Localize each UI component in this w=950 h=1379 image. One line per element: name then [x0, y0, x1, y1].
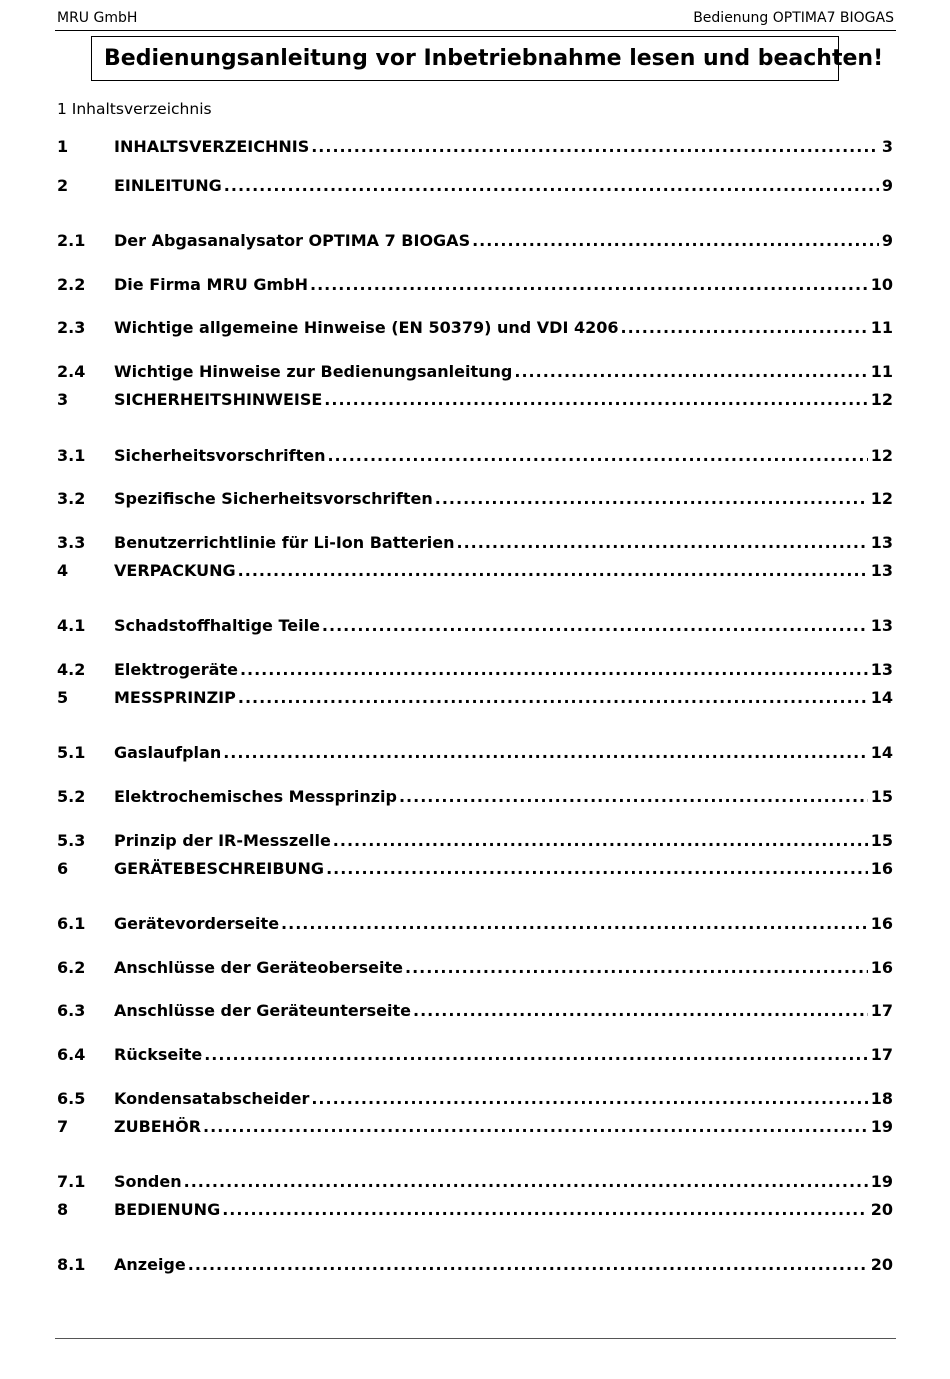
- toc-number: 7.1: [57, 1172, 86, 1191]
- toc-number: 1: [57, 137, 69, 156]
- toc-entry[interactable]: [57, 914, 893, 936]
- toc-page-number: 16: [870, 859, 893, 878]
- toc-title: Gerätevorderseite: [114, 914, 280, 933]
- toc-leader-dots: [204, 1045, 868, 1064]
- toc-leader-dots: [224, 176, 879, 195]
- toc-leader-dots: [223, 743, 868, 762]
- toc-title: Gaslaufplan: [114, 743, 222, 762]
- toc-page-number: 3: [881, 137, 893, 156]
- toc-entry[interactable]: [57, 362, 893, 384]
- toc-number: 6.1: [57, 914, 86, 933]
- toc-page-number: 19: [870, 1117, 893, 1136]
- toc-leader-dots: [281, 914, 868, 933]
- toc-leader-dots: [240, 660, 868, 679]
- toc-leader-dots: [326, 859, 868, 878]
- toc-entry[interactable]: [57, 390, 893, 412]
- toc-entry[interactable]: [57, 831, 893, 853]
- toc-number: 2: [57, 176, 69, 195]
- toc-leader-dots: [327, 446, 867, 465]
- toc-number: 2.1: [57, 231, 86, 250]
- toc-page-number: 14: [870, 688, 893, 707]
- toc-number: 2.4: [57, 362, 86, 381]
- toc-page-number: 10: [870, 275, 893, 294]
- header-document-title: Bedienung OPTIMA7 BIOGAS: [693, 10, 894, 26]
- toc-entry[interactable]: [57, 446, 893, 468]
- toc-leader-dots: [457, 533, 868, 552]
- toc-entry[interactable]: [57, 787, 893, 809]
- toc-title: GERÄTEBESCHREIBUNG: [114, 859, 325, 878]
- toc-number: 7: [57, 1117, 69, 1136]
- toc-number: 6.5: [57, 1089, 86, 1108]
- toc-title: BEDIENUNG: [114, 1200, 221, 1219]
- toc-title: VERPACKUNG: [114, 561, 236, 580]
- footer-rule: [55, 1338, 896, 1339]
- toc-page-number: 12: [870, 390, 893, 409]
- toc-entry[interactable]: [57, 1045, 893, 1067]
- toc-leader-dots: [311, 1089, 867, 1108]
- page-header: [55, 8, 896, 31]
- toc-page-number: 19: [870, 1172, 893, 1191]
- header-company: MRU GmbH: [57, 10, 138, 26]
- toc-entry[interactable]: [57, 1200, 893, 1222]
- toc-title: Spezifische Sicherheitsvorschriften: [114, 489, 433, 508]
- toc-title: Prinzip der IR-Messzelle: [114, 831, 331, 850]
- toc-leader-dots: [310, 275, 868, 294]
- toc-leader-dots: [413, 1001, 868, 1020]
- toc-page-number: 13: [870, 561, 893, 580]
- toc-number: 4.2: [57, 660, 86, 679]
- toc-entry[interactable]: [57, 275, 893, 297]
- toc-entry[interactable]: [57, 1255, 893, 1277]
- toc-number: 8: [57, 1200, 69, 1219]
- toc-title: Der Abgasanalysator OPTIMA 7 BIOGAS: [114, 231, 471, 250]
- toc-leader-dots: [435, 489, 868, 508]
- toc-page-number: 16: [870, 914, 893, 933]
- toc-title: ZUBEHÖR: [114, 1117, 202, 1136]
- toc-entry[interactable]: [57, 231, 893, 253]
- toc-page-number: 11: [870, 318, 893, 337]
- toc-number: 6: [57, 859, 69, 878]
- toc-number: 6.3: [57, 1001, 86, 1020]
- toc-page-number: 9: [881, 176, 893, 195]
- toc-leader-dots: [472, 231, 879, 250]
- toc-number: 6.4: [57, 1045, 86, 1064]
- toc-page-number: 13: [870, 660, 893, 679]
- toc-number: 3.2: [57, 489, 86, 508]
- toc-number: 4: [57, 561, 69, 580]
- toc-title: SICHERHEITSHINWEISE: [114, 390, 323, 409]
- toc-page-number: 17: [870, 1001, 893, 1020]
- toc-entry[interactable]: [57, 859, 893, 881]
- toc-leader-dots: [188, 1255, 868, 1274]
- toc-entry[interactable]: [57, 1089, 893, 1111]
- toc-leader-dots: [405, 958, 868, 977]
- toc-title: Sicherheitsvorschriften: [114, 446, 326, 465]
- toc-entry[interactable]: [57, 743, 893, 765]
- toc-number: 3.1: [57, 446, 86, 465]
- toc-page-number: 9: [881, 231, 893, 250]
- toc-number: 5.1: [57, 743, 86, 762]
- toc-title: MESSPRINZIP: [114, 688, 236, 707]
- toc-page-number: 20: [870, 1255, 893, 1274]
- toc-page-number: 18: [870, 1089, 893, 1108]
- toc-title: Sonden: [114, 1172, 182, 1191]
- toc-entry[interactable]: [57, 660, 893, 682]
- toc-entry[interactable]: [57, 489, 893, 511]
- toc-leader-dots: [311, 137, 879, 156]
- toc-entry[interactable]: [57, 137, 893, 159]
- toc-entry[interactable]: [57, 616, 893, 638]
- toc-leader-dots: [324, 390, 867, 409]
- toc-page-number: 15: [870, 787, 893, 806]
- toc-entry[interactable]: [57, 1172, 893, 1194]
- toc-leader-dots: [333, 831, 868, 850]
- toc-number: 3.3: [57, 533, 86, 552]
- toc-title: Benutzerrichtlinie für Li-Ion Batterien: [114, 533, 455, 552]
- toc-title: Wichtige allgemeine Hinweise (EN 50379) und VDI 4206: [114, 318, 619, 337]
- toc-number: 6.2: [57, 958, 86, 977]
- toc-title: EINLEITUNG: [114, 176, 222, 195]
- toc-title: Rückseite: [114, 1045, 203, 1064]
- toc-leader-dots: [238, 561, 868, 580]
- toc-page-number: 12: [870, 446, 893, 465]
- toc-number: 2.2: [57, 275, 86, 294]
- toc-number: 8.1: [57, 1255, 86, 1274]
- toc-leader-dots: [514, 362, 867, 381]
- toc-title: Schadstoffhaltige Teile: [114, 616, 320, 635]
- toc-leader-dots: [322, 616, 868, 635]
- toc-title: Elektrochemisches Messprinzip: [114, 787, 397, 806]
- toc-page-number: 14: [870, 743, 893, 762]
- toc-number: 3: [57, 390, 69, 409]
- toc-title: INHALTSVERZEICHNIS: [114, 137, 310, 156]
- toc-page-number: 15: [870, 831, 893, 850]
- toc-entry[interactable]: [57, 688, 893, 710]
- toc-entry[interactable]: [57, 176, 893, 198]
- toc-title: Elektrogeräte: [114, 660, 238, 679]
- toc-page-number: 13: [870, 533, 893, 552]
- toc-title: Anschlüsse der Geräteunterseite: [114, 1001, 411, 1020]
- toc-entry[interactable]: [57, 318, 893, 340]
- toc-leader-dots: [238, 688, 868, 707]
- toc-entry[interactable]: [57, 1117, 893, 1139]
- toc-number: 5.3: [57, 831, 86, 850]
- toc-number: 2.3: [57, 318, 86, 337]
- toc-page-number: 13: [870, 616, 893, 635]
- toc-page-number: 16: [870, 958, 893, 977]
- toc-leader-dots: [399, 787, 868, 806]
- notice-box: Bedienungsanleitung vor Inbetriebnahme lesen und beachten!: [91, 36, 839, 81]
- toc-title: Wichtige Hinweise zur Bedienungsanleitung: [114, 362, 513, 381]
- toc-entry[interactable]: [57, 533, 893, 555]
- toc-title: Kondensatabscheider: [114, 1089, 310, 1108]
- toc-leader-dots: [222, 1200, 868, 1219]
- toc-leader-dots: [184, 1172, 868, 1191]
- toc-page-number: 12: [870, 489, 893, 508]
- toc-number: 5.2: [57, 787, 86, 806]
- toc-page-number: 20: [870, 1200, 893, 1219]
- toc-title: Anzeige: [114, 1255, 186, 1274]
- toc-title: Anschlüsse der Geräteoberseite: [114, 958, 403, 977]
- toc-leader-dots: [203, 1117, 868, 1136]
- toc-page-number: 11: [870, 362, 893, 381]
- toc-leader-dots: [621, 318, 868, 337]
- toc-entry[interactable]: [57, 1001, 893, 1023]
- toc-number: 5: [57, 688, 69, 707]
- toc-page-number: 17: [870, 1045, 893, 1064]
- toc-title: Die Firma MRU GmbH: [114, 275, 308, 294]
- toc-entry[interactable]: [57, 958, 893, 980]
- toc-entry[interactable]: [57, 561, 893, 583]
- toc-number: 4.1: [57, 616, 86, 635]
- section-heading: 1 Inhaltsverzeichnis: [57, 100, 212, 118]
